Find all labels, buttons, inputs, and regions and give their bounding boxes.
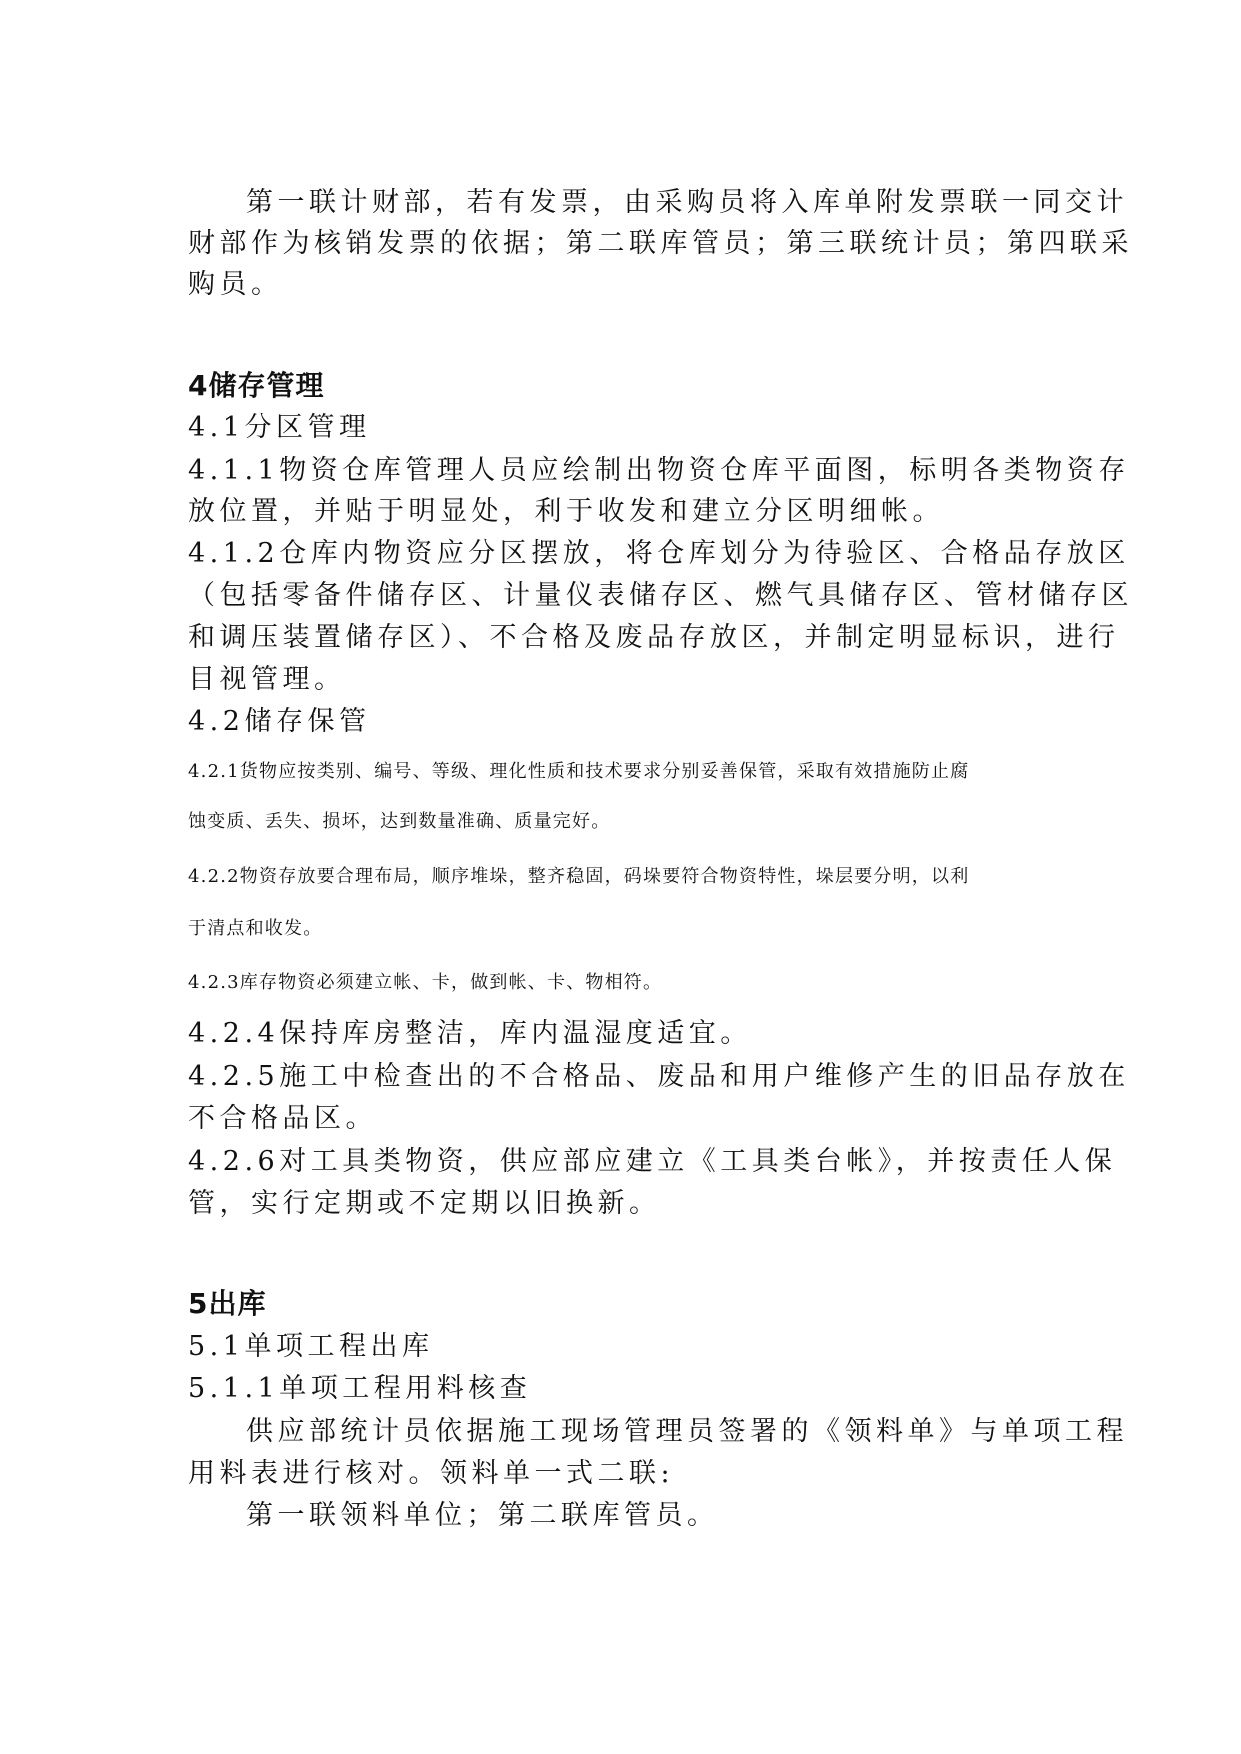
copies-paragraph: 第一联领料单位；第二联库管员。 [246,1500,719,1531]
item-4-1-2-line-3: 和调压装置储存区）、不合格及废品存放区，并制定明显标识，进行 [188,622,1120,653]
subsection-4-1-heading: 4.1分区管理 [188,412,371,443]
item-4-1-2-line-2: （包括零备件储存区、计量仪表储存区、燃气具储存区、管材储存区 [188,580,1133,611]
item-4-1-2-line-1: 4.1.2仓库内物资应分区摆放，将仓库划分为待验区、合格品存放区 [188,538,1130,569]
subsection-5-1-heading: 5.1单项工程出库 [188,1331,434,1362]
item-4-1-2-line-4: 目视管理。 [188,664,346,695]
item-4-1-1-line-2: 放位置，并贴于明显处，利于收发和建立分区明细帐。 [188,496,944,527]
item-5-1-1-heading: 5.1.1单项工程用料核查 [188,1373,532,1404]
section-4-heading: 4储存管理 [188,369,325,402]
subsection-4-2-heading: 4.2储存保管 [188,706,371,737]
check-paragraph-line-1: 供应部统计员依据施工现场管理员签署的《领料单》与单项工程 [246,1416,1128,1447]
item-4-2-6-line-1: 4.2.6对工具类物资，供应部应建立《工具类台帐》，并按责任人保 [188,1146,1117,1177]
item-4-2-4: 4.2.4保持库房整洁，库内温湿度适宜。 [188,1018,752,1049]
first-copy-paragraph-line-3: 购员。 [188,269,283,300]
item-4-2-1-line-1: 4.2.1货物应按类别、编号、等级、理化性质和技术要求分别妥善保管，采取有效措施防止腐 [188,761,970,782]
first-copy-paragraph-line-2: 财部作为核销发票的依据；第二联库管员；第三联统计员；第四联采 [188,228,1133,259]
item-4-2-3: 4.2.3库存物资必须建立帐、卡，做到帐、卡、物相符。 [188,972,663,993]
item-4-2-5-line-2: 不合格品区。 [188,1103,377,1134]
item-4-2-1-line-2: 蚀变质、丢失、损坏，达到数量准确、质量完好。 [188,811,611,832]
item-4-2-5-line-1: 4.2.5施工中检查出的不合格品、废品和用户维修产生的旧品存放在 [188,1061,1130,1092]
item-4-2-6-line-2: 管，实行定期或不定期以旧换新。 [188,1188,661,1219]
check-paragraph-line-2: 用料表进行核对。领料单一式二联: [188,1458,675,1489]
section-5-heading: 5出库 [188,1287,267,1320]
item-4-2-2-line-1: 4.2.2物资存放要合理布局，顺序堆垛，整齐稳固，码垛要符合物资特性，垛层要分明，以利 [188,866,970,887]
item-4-1-1-line-1: 4.1.1物资仓库管理人员应绘制出物资仓库平面图，标明各类物资存 [188,455,1130,486]
item-4-2-2-line-2: 于清点和收发。 [188,918,323,939]
first-copy-paragraph-line-1: 第一联计财部，若有发票，由采购员将入库单附发票联一同交计 [246,187,1128,218]
